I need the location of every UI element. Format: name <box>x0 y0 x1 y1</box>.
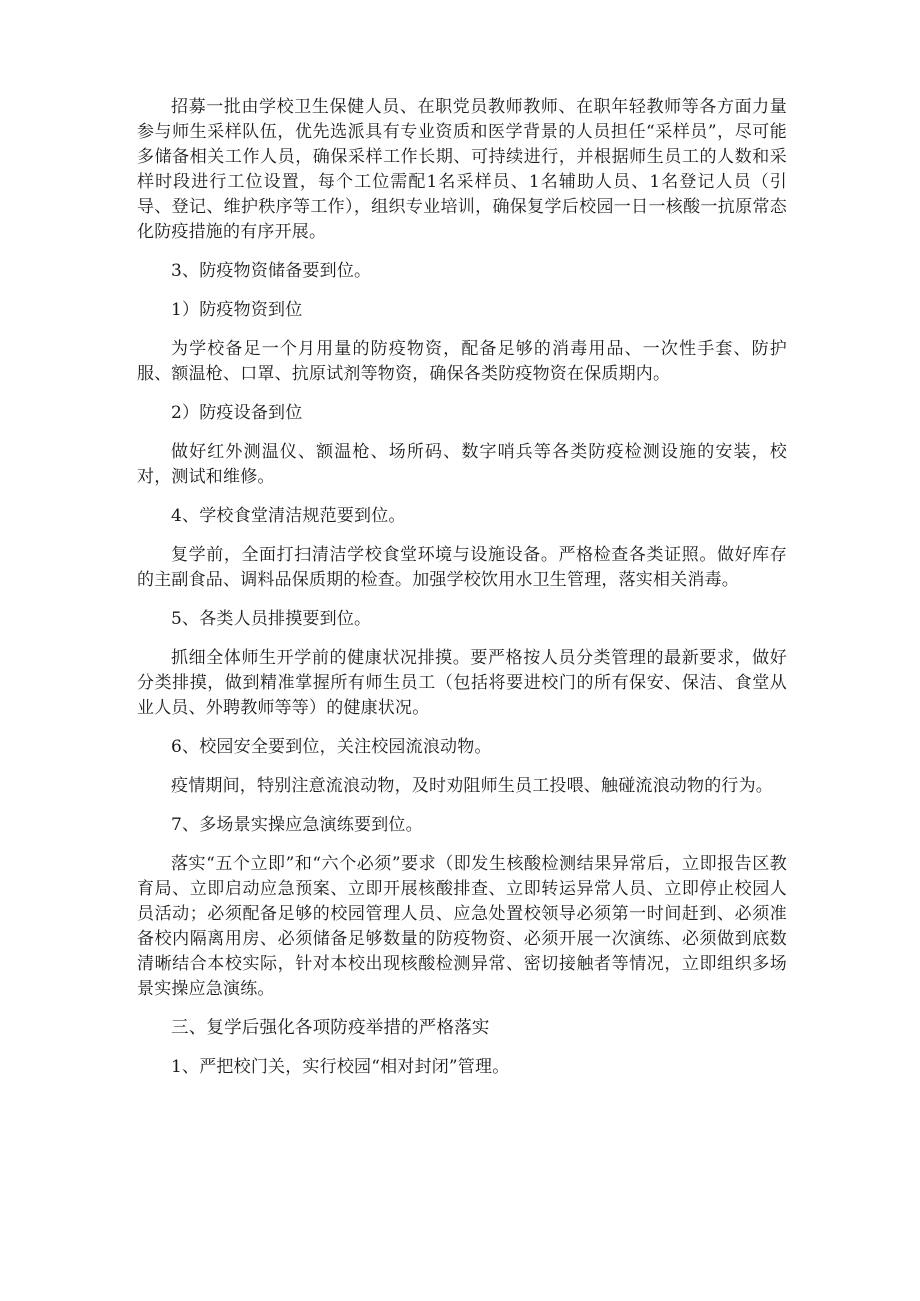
heading-canteen-cleaning: 4、学校食堂清洁规范要到位。 <box>171 506 406 526</box>
heading-supplies-reserve: 3、防疫物资储备要到位。 <box>171 261 372 281</box>
paragraph-supplies: 为学校备足一个月用量的防疫物资，配备足够的消毒用品、一次性手套、防护服、额温枪、口罩、抗原试剂等物资，确保各类防疫物资在保质期内。 <box>137 339 787 384</box>
heading-school-gate: 1、严把校门关，实行校园“相对封闭”管理。 <box>171 1057 510 1077</box>
paragraph-personnel: 抓细全体师生开学前的健康状况排摸。要严格按人员分类管理的最新要求，做好分类排摸，做到精准掌握所有师生员工（包括将要进校门的所有保安、保洁、食堂从业人员、外聘教师等等）的健康状况。 <box>137 648 787 718</box>
document-body <box>137 95 787 1094</box>
paragraph-stray-animals: 疫情期间，特别注意流浪动物，及时劝阻师生员工投喂、触碰流浪动物的行为。 <box>171 776 773 796</box>
paragraph-equipment: 做好红外测温仪、额温枪、场所码、数字哨兵等各类防疫检测设施的安装，校对，测试和维修。 <box>137 442 787 487</box>
subheading-equipment-in-place: 2）防疫设备到位 <box>171 403 303 423</box>
paragraph-sampling-team: 招募一批由学校卫生保健人员、在职党员教师教师、在职年轻教师等各方面力量参与师生采样队伍，优先选派具有专业资质和医学背景的人员担任“采样员”，尽可能多储备相关工作人员，确保采样工作长期、可持续进行，并根据师生员工的人数和采样时段进行工位设置，每个工位需配1名采样员、1名辅助人员、1名登记人员（引导、登记、维护秩序等工作），组织专业培训，确保复学后校园一日一核酸一抗原常态化防疫措施的有序开展。 <box>137 97 787 242</box>
heading-emergency-drill: 7、多场景实操应急演练要到位。 <box>171 815 423 835</box>
paragraph-canteen: 复学前，全面打扫清洁学校食堂环境与设施设备。严格检查各类证照。做好库存的主副食品、调料品保质期的检查。加强学校饮用水卫生管理，落实相关消毒。 <box>137 545 787 590</box>
heading-personnel-screening: 5、各类人员排摸要到位。 <box>171 609 372 629</box>
paragraph-emergency-drill: 落实“五个立即”和“六个必须”要求（即发生核酸检测结果异常后，立即报告区教育局、立即启动应急预案、立即开展核酸排查、立即转运异常人员、立即停止校园人员活动；必须配备足够的校园管理人员、应急处置校领导必须第一时间赶到、必须准备校内隔离用房、必须储备足够数量的防疫物资、必须开展一次演练、必须做到底数清晰结合本校实际，针对本校出现核酸检测异常、密切接触者等情况，立即组织多场景实操应急演练。 <box>137 854 787 999</box>
section-heading-three: 三、复学后强化各项防疫举措的严格落实 <box>171 1018 490 1038</box>
subheading-supplies-in-place: 1）防疫物资到位 <box>171 300 303 320</box>
heading-campus-safety: 6、校园安全要到位，关注校园流浪动物。 <box>171 737 492 757</box>
